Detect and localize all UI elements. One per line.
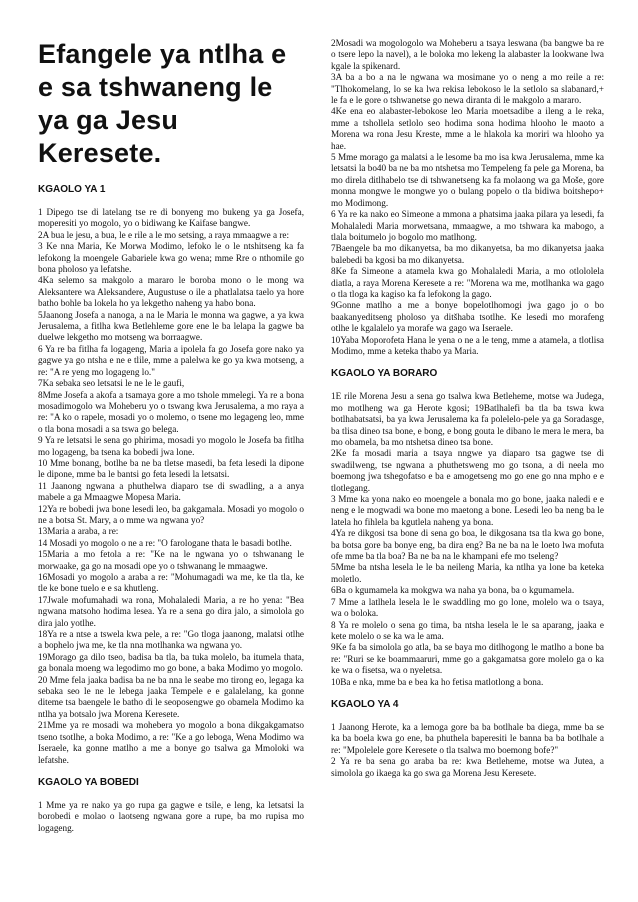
verse: 4Ya re dikgosi tsa bone di sena go boa, le dikgosana tsa tla kwa go bone, ba botsa gore ba bonye eng, ba dira eng? Ba ne ba na le loeto lwa mofuta ofe mme ba tla boa? Ba ne ba na le khampani efe mo tseleng? [331,528,604,562]
verse: 2 Ya re ba sena go araba ba re: kwa Betleheme, motse wa Jutea, a simolola go ikaega ka go swa ga Morena Jesu Keresete. [331,756,604,778]
verse: 3A ba a bo a na le ngwana wa mosimane yo o neng a mo reile a re: "Tlhokomelang, lo se ka lwa rekisa lebokoso le la setlolo sa slabanard,+ le fa e le gore o tshwanetse go newa diranta di le makgolo a mararo. [331,72,604,106]
verse: 10Yaba Moporofeta Hana le yena o ne a le teng, mme a atamela, a tlotlisa Modimo, mme a keteka thabo ya Maria. [331,334,604,356]
verse: 6 Ya re ka nako eo Simeone a mmona a phatsima jaaka pilara ya lesedi, fa Mohalaledi Maria morwetsana, mmaagwe, a mo tshwara ka mabogo, a tlala boitumelo jo bogolo mo matlhong. [331,209,604,242]
verse: 12Ya re bobedi jwa bone lesedi leo, ba gakgamala. Mosadi yo mogolo o ne a botsa St. Mary, a o mme wa ngwana yo? [38,503,304,525]
verse: 15Maria a mo fetola a re: "Ke na le ngwana yo o tshwanang le morwaake, ga go na mosadi ope yo o tshwanang le mmaagwe. [38,549,304,571]
chapter-2-body-start [38,800,304,834]
verse: 9Gonne matlho a me a bonye bopelotlhomogi jwa gago jo o bo baakanyeditseng pholoso ya ditšhaba tsotlhe. Ke lesedi mo morafeng otlhe le kgalalelo ya morafe wa gago wa Iseraele. [331,300,604,334]
verse: 17Jwale mofumahadi wa rona, Mohalaledi Maria, a re ho yena: "Bea ngwana matsoho hodima lesea. Ya re a sena go dira jalo, a simolola go dira jalo yotlhe. [38,594,304,628]
verse: 7 Mme a latlhela lesela le le swaddling mo go lone, molelo wa o tsaya, wa o boloka. [331,596,604,619]
verse: 14 Mosadi yo mogolo o ne a re: "O farologane thata le basadi botlhe. [38,537,292,548]
chapter-2-body-cont [331,38,604,357]
chapter-heading: KGAOLO YA BORARO [331,368,438,380]
verse: 2Ke fa mosadi maria a tsaya nngwe ya diaparo tsa gagwe tse di swadilweng, tse ngwana a phuthetsweng mo go tsona, a di neela mo boemong jwa tshegofatso e ba e amogetseng mo go ene go nna mpho e e tlotlegang. [331,448,604,493]
verse: 9Ke fa ba simolola go atla, ba se baya mo ditlhogong le matlho a bone ba re: "Ruri se ke boammaaruri, mme go a gakgamatsa gore molelo ga o ka ke wa o fisetsa, wa o nyeletsa. [331,642,604,676]
verse: 4Ke ena eo alabaster-lebokose leo Maria moetsadibe a ileng a le reka, mme a tshollela setlolo seo hodima sona hodima hlooho le maoto a Morena wa rona Jesu Kreste, mme a le hlakola ka moriri wa hlooho ya hae. [331,106,604,151]
verse: 5Mme ba ntsha lesela le le ba neileng Maria, ka ntlha ya lone ba keteka moletlo. [331,562,604,584]
verse: 6Ba o kgumamela ka mokgwa wa naha ya bona, ba o kgumamela. [331,585,575,596]
verse: 3 Mme ka yona nako eo moengele a bonala mo go bone, jaaka naledi e e neng e le mogwadi wa bone mo maetong a bone. Lesedi leo ba neng ba le latela ho fihlela ba kgutlela naheng ya bona. [331,494,604,527]
verse: 8Ke fa Simeone a atamela kwa go Mohalaledi Maria, a mo otlololela diatla, a raya Morena Keresete a re: "Morena wa me, motlhanka wa gago o tla tloga ka kagiso ka fa lefokong la gago. [331,266,604,299]
verse: 8 Ya re molelo o sena go tima, ba ntsha lesela le le sa aparang, jaaka e kete molelo o se ka wa le ama. [331,619,604,641]
verse: 10Ba e nka, mme ba e bea ka ho fetisa matlotlong a bona. [331,676,544,687]
chapter-3-body [331,391,604,688]
verse: 20 Mme fela jaaka badisa ba ne ba nna le seabe mo tirong eo, legaga ka sebaka seo le ne le lebega jaaka Tempele e e galalelang, ka gonne diteme tsa baengele le batho di le seoposengwe go obamela Modimo ka ntlha ya botsalo jwa Morena Keresete. [38,674,304,719]
chapter-4-body [331,722,604,779]
verse: 7Ka sebaka seo letsatsi le ne le le gaufi, [38,378,185,389]
verse: 1E rile Morena Jesu a sena go tsalwa kwa Betleheme, motse wa Judega, mo motlheng wa ga Herote kgosi; 19Batlhalefi ba tla ba tswa kwa botlhabatsatsi, ba ya kwa Jerusalema ka fa polelelo-pele ya ga Soradasge, ba tlisa dineo tsa bone, e bong, e bong gouta le dibano le mera le mera, ba mo obamela, ba mo ntshetsa dineo tsa bone. [331,391,604,447]
verse: 19Morago ga dilo tseo, badisa ba tla, ba tuka molelo, ba itumela thata, ga bonala moeng wa legodimo mo go bone, a baka Modimo yo mogolo. [38,651,304,674]
verse: 1 Dipego tse di latelang tse re di bonyeng mo bukeng ya ga Josefa, moperesiti yo mogolo, yo o bidiwang ke Kaifase bangwe. [38,207,304,229]
verse: 9 Ya re letsatsi le sena go phirima, mosadi yo mogolo le Josefa ba fitlha mo logageng, ba tsena ka bobedi jwa lone. [38,435,304,457]
right-column [331,38,604,779]
verse: 16Mosadi yo mogolo a araba a re: "Mohumagadi wa me, ke tla tla, ke tle ke bone tuelo e e sa khutleng. [38,572,304,594]
verse: 1 Mme ya re nako ya go rupa ga gagwe e tsile, e leng, ka letsatsi la borobedi e molao o laotseng ngwana gore a rupe, ba mo rupisa mo logageng. [38,799,304,833]
verse: 2A bua le jesu, a bua, le e rile a le mo setsing, a raya mmaagwe a re: [38,229,290,240]
verse: 13Maria a araba, a re: [38,526,119,537]
chapter-1-body [38,207,304,766]
verse: 4Ka selemo sa makgolo a mararo le boroba mono o le mong wa Aleksantere wa Aleksandere, Augustuse o ile a phatlalatsa taelo ya hore batho bohle ba lokela ho ya lekgetho naheng ya habo bona. [38,275,304,309]
verse: 1 Jaanong Herote, ka a lemoga gore ba ba botlhale ba diega, mme ba se ka ba boela kwa go ene, ba phuthela baperesiti le banna ba ba botlhale a re: "Mpolelele gore Keresete o tla tsalwa mo boemong bofe?" [331,721,604,755]
verse: 8Mme Josefa a akofa a tsamaya gore a mo tshole mmelegi. Ya re a bona mosadimogolo wa Moheberu yo o tswang kwa Jerusalema, a mo raya a re: "A ko o rapele, mosadi yo o molemo, o tsene mo legageng leo, mme o tla bona mosadi a sa tswa go belega. [38,389,304,434]
document-title: Efangele ya ntlha e e sa tshwaneng le ya ga Jesu Keresete. [38,39,287,168]
chapter-heading: KGAOLO YA 4 [331,698,399,710]
verse: 5Jaanong Josefa a nanoga, a na le Maria le monna wa gagwe, a ya kwa Jerusalema, a fitlha kwa Betlehleme gore ene le ba lelapa la gagwe ba duelwe lekgetho mo motseng wa borraagwe. [38,309,304,343]
verse: 18Ya re a ntse a tswela kwa pele, a re: "Go tloga jaanong, malatsi otlhe a bophelo jwa me, ke tla nna motlhanka wa ngwana yo. [38,629,304,651]
verse: 21Mme ya re mosadi wa mohebera yo mogolo a bona dikgakgamatso tseno tsotlhe, a boka Modimo, a re: "Ke a go leboga, Wena Modimo wa Iseraele, ka gonne matlho a me a bonye go tsalwa ga Mmoloki wa lefatshe. [38,720,304,765]
verse: 2Mosadi wa mogologolo wa Moheberu a tsaya leswana (ba bangwe ba re o tsere lepo la navel), a le boloka mo lekeng la alabaster la lookwane lwa kgale la spikenard. [331,38,604,71]
verse: 10 Mme bonang, botlhe ba ne ba tletse masedi, ba feta lesedi la dipone le dipone, mme ba le bantsi go feta lesedi la letsatsi. [38,457,304,480]
verse: 5 Mme morago ga malatsi a le lesome ba mo isa kwa Jerusalema, mme ka letsatsi la bo40 ba ne ba mo ntshetsa mo Tempeleng fa pele ga Morena, ba mo direla ditlhabelo tse di tshwanetseng ka fa molaong wa ga Moše, gore monna mongwe le mongwe yo o bulang popelo o tla bidiwa boitshepo+ mo Modimong. [331,152,604,208]
verse: 7Baengele ba mo dikanyetsa, ba mo dikanyetsa, ba mo dikanyetsa jaaka balebedi ba kgosi ba mo dikanyetsa. [331,243,604,265]
chapter-heading: KGAOLO YA BOBEDI [38,776,139,788]
verse: 6 Ya re ba fitlha fa logageng, Maria a ipolela fa go Josefa gore nako ya gagwe ya go ntsha e ne e tlile, mme a palelwa ke go ya kwa motseng, a re: "A re yeng mo logageng lo." [38,343,304,377]
chapter-heading: KGAOLO YA 1 [38,184,106,195]
left-column [38,38,304,834]
verse: 3 Ke nna Maria, Ke Morwa Modimo, lefoko le o le ntshitseng ka fa lefokong la moengele Gabariele kwa go wena; mme Rre o nthomile go bona pholoso ya lefatshe. [38,241,304,275]
verse: 11 Jaanong ngwana a phuthelwa diaparo tse di swadling, a a anya mabele a ga Mmaagwe Mopesa Maria. [38,480,304,503]
